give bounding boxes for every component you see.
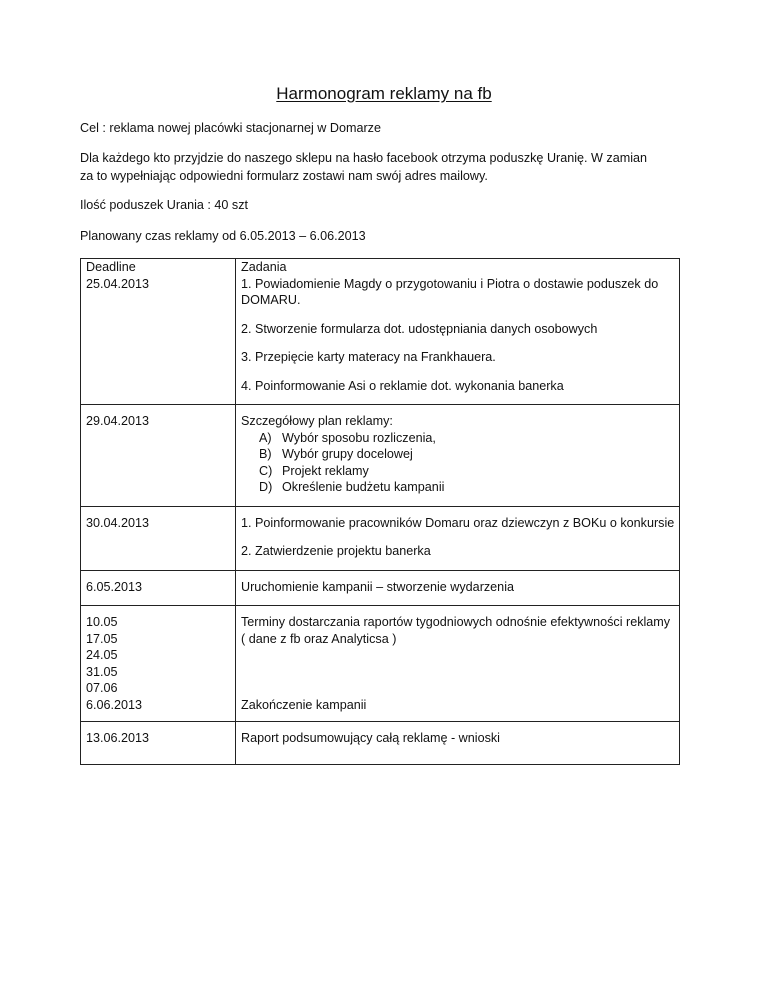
deadline-header: Deadline — [86, 260, 136, 274]
deadline-date: 29.04.2013 — [86, 414, 150, 428]
deadline-date: 13.06.2013 — [86, 731, 150, 745]
tasks-cell — [236, 506, 680, 570]
subitem-letter: A) — [259, 430, 272, 445]
task-item: 2. Zatwierdzenie projektu banerka — [241, 544, 431, 558]
deadline-cell — [81, 259, 236, 405]
pillow-count-text: Ilość poduszek Urania : 40 szt — [80, 198, 248, 212]
table-row — [81, 606, 680, 722]
tasks-cell — [236, 259, 680, 405]
tasks-cell — [236, 570, 680, 606]
subitem-text: Określenie budżetu kampanii — [282, 480, 445, 494]
subitem-text: Wybór grupy docelowej — [282, 447, 413, 461]
plan-subitem — [259, 463, 675, 480]
tasks-cell — [236, 405, 680, 507]
deadline-cell — [81, 570, 236, 606]
task-item: 4. Poinformowanie Asi o reklamie dot. wykonania banerka — [241, 378, 564, 393]
deadline-cell — [81, 506, 236, 570]
subitem-letter: B) — [259, 447, 272, 461]
table-row — [81, 722, 680, 765]
tasks-header: Zadania — [241, 260, 287, 274]
table-row — [81, 570, 680, 606]
table-row — [81, 405, 680, 507]
report-date: 24.05 — [86, 648, 118, 662]
report-dates — [86, 606, 231, 721]
deadline-date: 25.04.2013 — [86, 276, 150, 291]
deadline-date: 30.04.2013 — [86, 515, 150, 530]
schedule-table — [80, 258, 680, 765]
plan-subitem — [259, 479, 675, 496]
deadline-date: 6.05.2013 — [86, 579, 143, 594]
report-text: Terminy dostarczania raportów tygodniowych odnośnie efektywności reklamy ( dane z fb oraz Analyticsa ) — [241, 615, 671, 646]
report-date: 17.05 — [86, 631, 118, 646]
period-text: Planowany czas reklamy od 6.05.2013 – 6.06.2013 — [80, 229, 366, 243]
subitem-letter: D) — [259, 480, 273, 494]
tasks-cell — [236, 606, 680, 722]
task-item: 1. Poinformowanie pracowników Domaru oraz dziewczyn z BOKu o konkursie — [241, 515, 675, 530]
subitem-text: Projekt reklamy — [282, 463, 369, 478]
task-item: 1. Powiadomienie Magdy o przygotowaniu i Piotra o dostawie poduszek do DOMARU. — [241, 276, 659, 307]
deadline-cell — [81, 722, 236, 765]
task-item: Raport podsumowujący całą reklamę - wnioski — [241, 731, 500, 745]
offer-line-1: Dla każdego kto przyjdzie do naszego sklepu na hasło facebook otrzyma poduszkę Uranię. W zamian — [80, 151, 648, 165]
end-text: Zakończenie kampanii — [241, 697, 367, 712]
task-item: Uruchomienie kampanii – stworzenie wydarzenia — [241, 579, 514, 594]
end-date: 6.06.2013 — [86, 697, 143, 712]
page-title: Harmonogram reklamy na fb — [276, 84, 492, 103]
deadline-cell — [81, 405, 236, 507]
task-item: 3. Przepięcie karty materacy na Frankhauera. — [241, 350, 496, 364]
task-item: 2. Stworzenie formularza dot. udostępniania danych osobowych — [241, 321, 598, 336]
plan-heading: Szczegółowy plan reklamy: — [241, 414, 393, 428]
table-row — [81, 506, 680, 570]
offer-line-2: za to wypełniając odpowiedni formularz zostawi nam swój adres mailowy. — [80, 168, 488, 183]
deadline-cell — [81, 606, 236, 722]
report-date: 07.06 — [86, 681, 118, 695]
subitem-text: Wybór sposobu rozliczenia, — [282, 430, 436, 445]
plan-subitem — [259, 446, 675, 463]
offer-text — [80, 150, 680, 185]
subitem-letter: C) — [259, 463, 273, 478]
table-row — [81, 259, 680, 405]
report-date: 31.05 — [86, 664, 118, 679]
plan-list — [241, 430, 675, 496]
goal-text: Cel : reklama nowej placówki stacjonarnej w Domarze — [80, 121, 381, 135]
plan-subitem — [259, 430, 675, 447]
tasks-cell — [236, 722, 680, 765]
report-date: 10.05 — [86, 615, 118, 629]
